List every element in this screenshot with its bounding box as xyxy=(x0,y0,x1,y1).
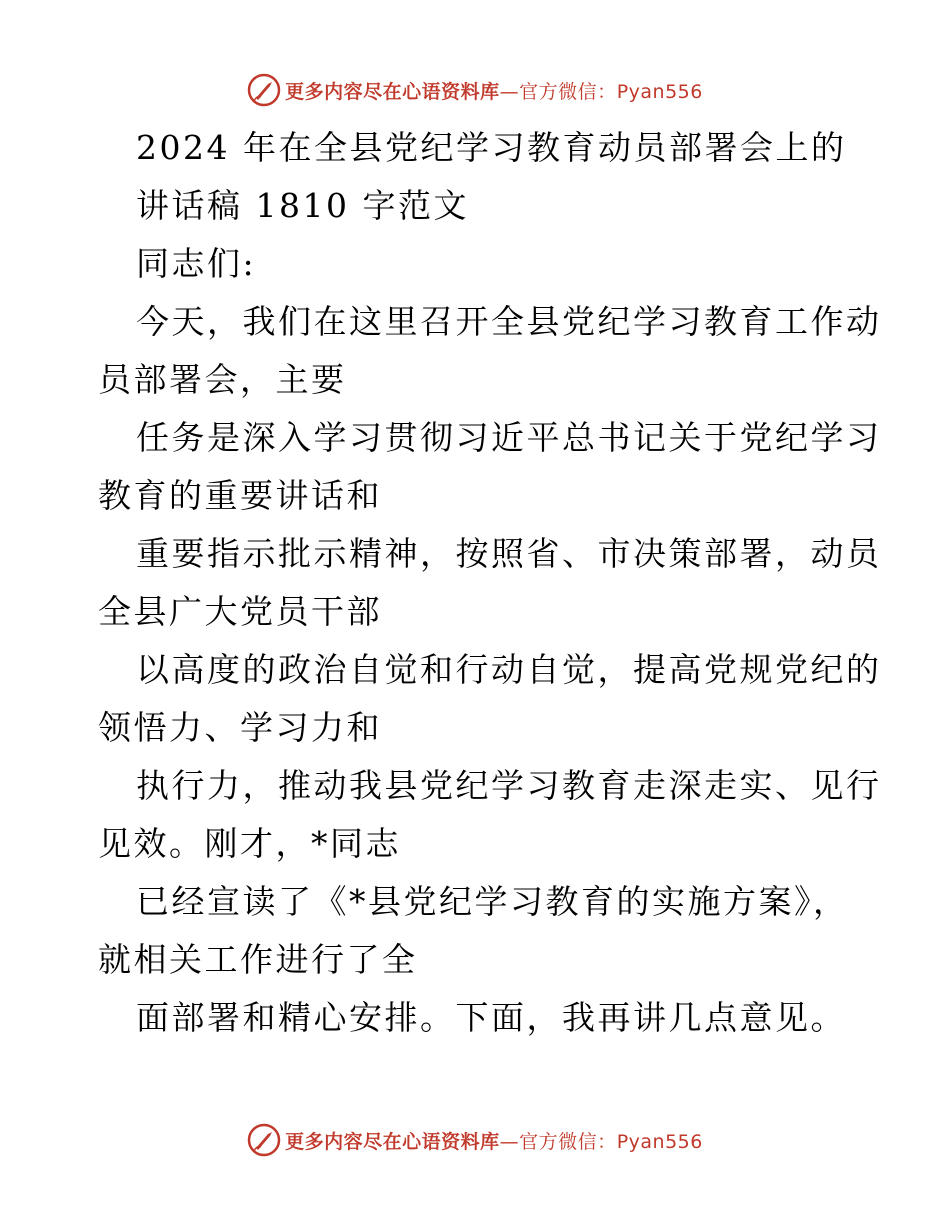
paragraph-line: 重要指示批示精神，按照省、市决策部署，动员 xyxy=(136,534,882,573)
banner-brand: 更多内容尽在心语资料库 xyxy=(285,1130,500,1153)
paragraph-line: 员部署会，主要 xyxy=(98,360,347,399)
document-title-line-1: 2024 年在全县党纪学习教育动员部署会上的 xyxy=(136,128,847,167)
banner-brand: 更多内容尽在心语资料库 xyxy=(285,80,500,103)
paragraph-line: 以高度的政治自觉和行动自觉，提高党规党纪的 xyxy=(136,650,882,689)
paragraph-line: 领悟力、学习力和 xyxy=(98,708,382,747)
pen-nib-logo-icon xyxy=(247,1123,281,1157)
banner-wechat-id: Pyan556 xyxy=(616,1130,703,1153)
footer-banner xyxy=(0,1120,950,1160)
paragraph-line: 执行力，推动我县党纪学习教育走深走实、见行 xyxy=(136,766,882,805)
paragraph-line: 全县广大党员干部 xyxy=(98,592,382,631)
paragraph-line: 今天，我们在这里召开全县党纪学习教育工作动 xyxy=(136,302,882,341)
paragraph-line: 就相关工作进行了全 xyxy=(98,940,418,979)
paragraph-line: 任务是深入学习贯彻习近平总书记关于党纪学习 xyxy=(136,418,882,457)
paragraph-line: 教育的重要讲话和 xyxy=(98,476,382,515)
banner-wechat-label: 官方微信： xyxy=(519,80,617,103)
header-banner xyxy=(0,70,950,110)
banner-text xyxy=(285,1127,703,1154)
paragraph-line: 已经宣读了《*县党纪学习教育的实施方案》， xyxy=(136,882,849,921)
paragraph-line: 见效。刚才，*同志 xyxy=(98,824,401,863)
banner-wechat-label: 官方微信： xyxy=(519,1130,617,1153)
banner-text xyxy=(285,77,703,104)
banner-wechat-id: Pyan556 xyxy=(616,80,703,103)
paragraph-line: 同志们: xyxy=(136,244,257,283)
paragraph-line: 面部署和精心安排。下面，我再讲几点意见。 xyxy=(136,998,846,1037)
document-title-line-2: 讲话稿 1810 字范文 xyxy=(136,186,469,225)
pen-nib-logo-icon xyxy=(247,73,281,107)
banner-dash: — xyxy=(499,1130,520,1153)
banner-dash: — xyxy=(499,80,520,103)
